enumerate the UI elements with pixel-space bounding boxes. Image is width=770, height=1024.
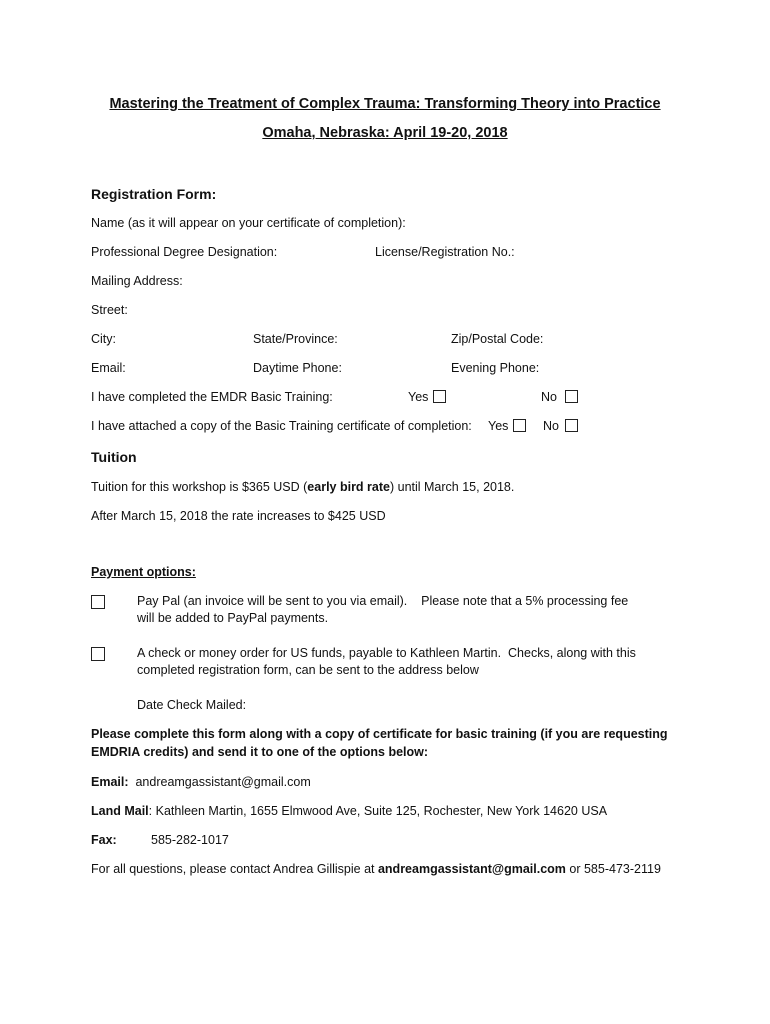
form-title: Mastering the Treatment of Complex Trauma: Transforming Theory into Practice bbox=[109, 96, 661, 112]
questions-contact: For all questions, please contact Andrea Gillispie at andreamgassistant@gmail.com or 585-473-2119 bbox=[91, 862, 661, 876]
instructions-line-1: Please complete this form along with a copy of certificate for basic training (if you are requesting bbox=[91, 727, 668, 741]
emdr-no-option[interactable] bbox=[541, 390, 578, 404]
check-checkbox[interactable] bbox=[91, 647, 105, 661]
no-label: No bbox=[543, 419, 559, 433]
contact-fax-value: 585-282-1017 bbox=[151, 833, 229, 847]
payment-options-heading: Payment options: bbox=[91, 565, 196, 579]
daytime-phone-label: Daytime Phone: bbox=[253, 361, 342, 375]
degree-field-label: Professional Degree Designation: bbox=[91, 245, 278, 259]
tuition-heading: Tuition bbox=[91, 449, 137, 465]
yes-label: Yes bbox=[408, 390, 429, 404]
certificate-no-checkbox[interactable] bbox=[565, 419, 578, 432]
instructions-line-2: EMDRIA credits) and send it to one of the options below: bbox=[91, 745, 429, 759]
certificate-question: I have attached a copy of the Basic Training certificate of completion: bbox=[91, 419, 472, 433]
city-field-label: City: bbox=[91, 332, 116, 346]
mailing-address-label: Mailing Address: bbox=[91, 274, 183, 288]
certificate-yes-option[interactable] bbox=[488, 419, 526, 433]
zip-field-label: Zip/Postal Code: bbox=[451, 332, 544, 346]
certificate-yes-checkbox[interactable] bbox=[513, 419, 526, 432]
evening-phone-label: Evening Phone: bbox=[451, 361, 540, 375]
paypal-checkbox[interactable] bbox=[91, 595, 105, 609]
street-field-label: Street: bbox=[91, 303, 128, 317]
emdr-training-question: I have completed the EMDR Basic Training: bbox=[91, 390, 333, 404]
event-location-date: Omaha, Nebraska: April 19-20, 2018 bbox=[262, 125, 508, 141]
emdr-yes-option[interactable] bbox=[408, 390, 446, 404]
registration-heading: Registration Form: bbox=[91, 186, 217, 202]
date-check-mailed-label: Date Check Mailed: bbox=[137, 698, 247, 712]
license-field-label: License/Registration No.: bbox=[375, 245, 515, 259]
paypal-option-text: Pay Pal (an invoice will be sent to you via email). Please note that a 5% processing fee bbox=[137, 594, 629, 608]
yes-label: Yes bbox=[488, 419, 509, 433]
contact-land-mail: Land Mail: Kathleen Martin, 1655 Elmwood Ave, Suite 125, Rochester, New York 14620 USA bbox=[91, 804, 608, 818]
name-field-label: Name (as it will appear on your certificate of completion): bbox=[91, 216, 406, 230]
email-field-label: Email: bbox=[91, 361, 126, 375]
contact-email: Email: andreamgassistant@gmail.com bbox=[91, 775, 311, 789]
certificate-no-option[interactable] bbox=[543, 419, 578, 433]
emdr-yes-checkbox[interactable] bbox=[433, 390, 446, 403]
check-option-text: A check or money order for US funds, payable to Kathleen Martin. Checks, along with this bbox=[137, 646, 636, 660]
tuition-increase-text: After March 15, 2018 the rate increases to $425 USD bbox=[91, 509, 386, 523]
state-field-label: State/Province: bbox=[253, 332, 338, 346]
no-label: No bbox=[541, 390, 557, 404]
contact-fax-label: Fax: bbox=[91, 833, 117, 847]
check-option-text-2: completed registration form, can be sent to the address below bbox=[137, 663, 479, 677]
emdr-no-checkbox[interactable] bbox=[565, 390, 578, 403]
tuition-early-bird-text: Tuition for this workshop is $365 USD (early bird rate) until March 15, 2018. bbox=[91, 480, 515, 494]
paypal-option-text-2: will be added to PayPal payments. bbox=[137, 611, 329, 625]
